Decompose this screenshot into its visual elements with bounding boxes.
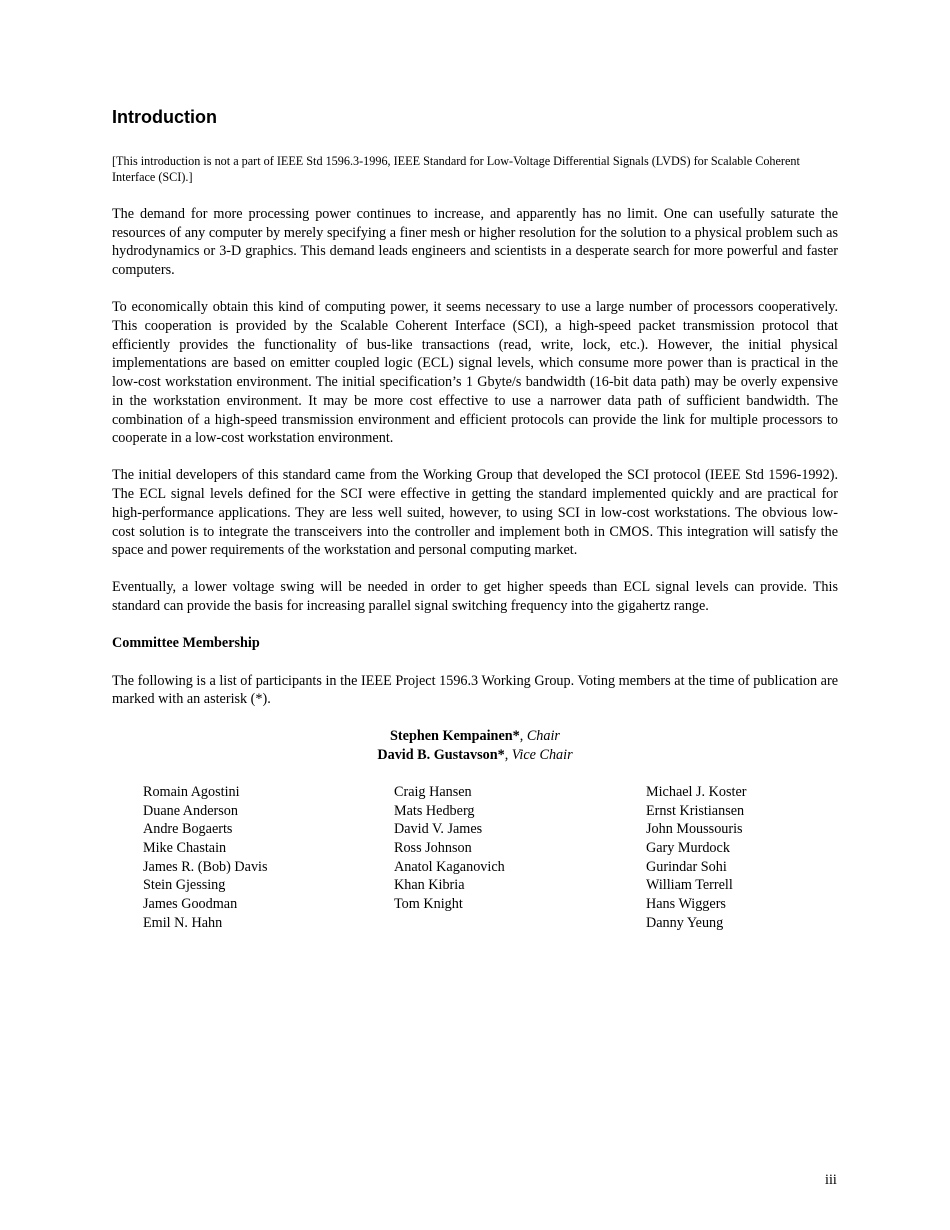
- paragraph: Eventually, a lower voltage swing will be needed in order to get higher speeds than ECL signal levels can provide. This standard can provide the basis for increasing parallel signal switching frequency into the gigahertz range.: [112, 579, 838, 615]
- member-column-2: [394, 783, 505, 914]
- member-name: Duane Anderson: [143, 802, 238, 819]
- committee-intro: The following is a list of participants in the IEEE Project 1596.3 Working Group. Voting members at the time of publication are marked with an asterisk (*).: [112, 672, 838, 708]
- member-name: Anatol Kaganovich: [394, 858, 505, 875]
- chair-role: Chair: [526, 728, 560, 745]
- member-name: William Terrell: [646, 877, 733, 894]
- member-name: Gary Murdock: [646, 839, 730, 856]
- member-name: Ross Johnson: [394, 839, 472, 856]
- member-column-3: [646, 783, 746, 933]
- member-name: Khan Kibria: [394, 877, 465, 894]
- member-name: Emil N. Hahn: [143, 914, 223, 931]
- member-name: David V. James: [394, 821, 483, 838]
- member-name: Andre Bogaerts: [143, 821, 233, 838]
- chair-line: Stephen Kempainen*, Chair: [390, 728, 560, 745]
- member-name: Danny Yeung: [646, 914, 724, 931]
- document-page: [112, 104, 838, 943]
- member-name: Tom Knight: [394, 896, 463, 913]
- page-title: Introduction: [112, 107, 217, 127]
- member-name: Romain Agostini: [143, 783, 240, 800]
- member-name: Craig Hansen: [394, 783, 472, 800]
- committee-officers: [112, 727, 838, 764]
- member-name: James R. (Bob) Davis: [143, 858, 268, 875]
- member-name: Mike Chastain: [143, 839, 227, 856]
- introduction-note: [This introduction is not a part of IEEE Std 1596.3-1996, IEEE Standard for Low-Voltage Differential Signals (LVDS) for Scalable Coherent Interface (SCI).]: [112, 154, 800, 184]
- vice-chair-name: David B. Gustavson*: [377, 747, 505, 764]
- member-name: James Goodman: [143, 896, 238, 913]
- paragraph: The demand for more processing power continues to increase, and apparently has no limit. One can usefully saturate the resources of any computer by merely specifying a finer mesh or higher resolution for the solution to a physical problem such as hydrodynamics or 3-D graphics. This demand leads engineers and scientists in a desperate search for more powerful and faster computers.: [112, 206, 838, 279]
- committee-heading: Committee Membership: [112, 635, 260, 652]
- page-number: iii: [825, 1172, 837, 1188]
- member-name: Hans Wiggers: [646, 896, 726, 913]
- vice-chair-line: David B. Gustavson*, Vice Chair: [377, 747, 573, 764]
- vice-chair-role: Vice Chair: [511, 747, 573, 764]
- paragraph: To economically obtain this kind of computing power, it seems necessary to use a large number of processors cooperatively. This cooperation is provided by the Scalable Coherent Interface (SCI), a high-speed packet transmission protocol that efficiently provides the functionality of bus-like transactions (read, write, lock, etc.). However, the initial physical implementations are based on emitter coupled logic (ECL) signal levels, which consume more power than is practical in the low-cost workstation environment. The initial specification’s 1 Gbyte/s bandwidth (16-bit data path) may be overly expensive in the workstation environment. It may be more cost effective to use a narrower data path of sufficient bandwidth. The combination of a high-speed transmission environment and efficient protocols can provide the link for multiple processors to cooperate in a low-cost workstation environment.: [112, 299, 838, 447]
- member-name: John Moussouris: [646, 821, 743, 838]
- member-name: Michael J. Koster: [646, 783, 747, 800]
- paragraph: The initial developers of this standard came from the Working Group that developed the SCI protocol (IEEE Std 1596-1992). The ECL signal levels defined for the SCI were effective in getting the standard implemented quickly and are practical for high-performance applications. They are less well suited, however, to using SCI in low-cost workstations. The obvious low-cost solution is to integrate the transceivers into the controller and implement both in CMOS. This integration will satisfy the space and power requirements of the workstation and personal computing market.: [112, 467, 838, 559]
- member-name: Stein Gjessing: [143, 877, 226, 894]
- member-name: Gurindar Sohi: [646, 858, 727, 875]
- member-name: Mats Hedberg: [394, 802, 475, 819]
- chair-name: Stephen Kempainen*: [390, 728, 520, 745]
- member-list: [112, 783, 838, 943]
- member-name: Ernst Kristiansen: [646, 802, 745, 819]
- member-column-1: [143, 783, 268, 933]
